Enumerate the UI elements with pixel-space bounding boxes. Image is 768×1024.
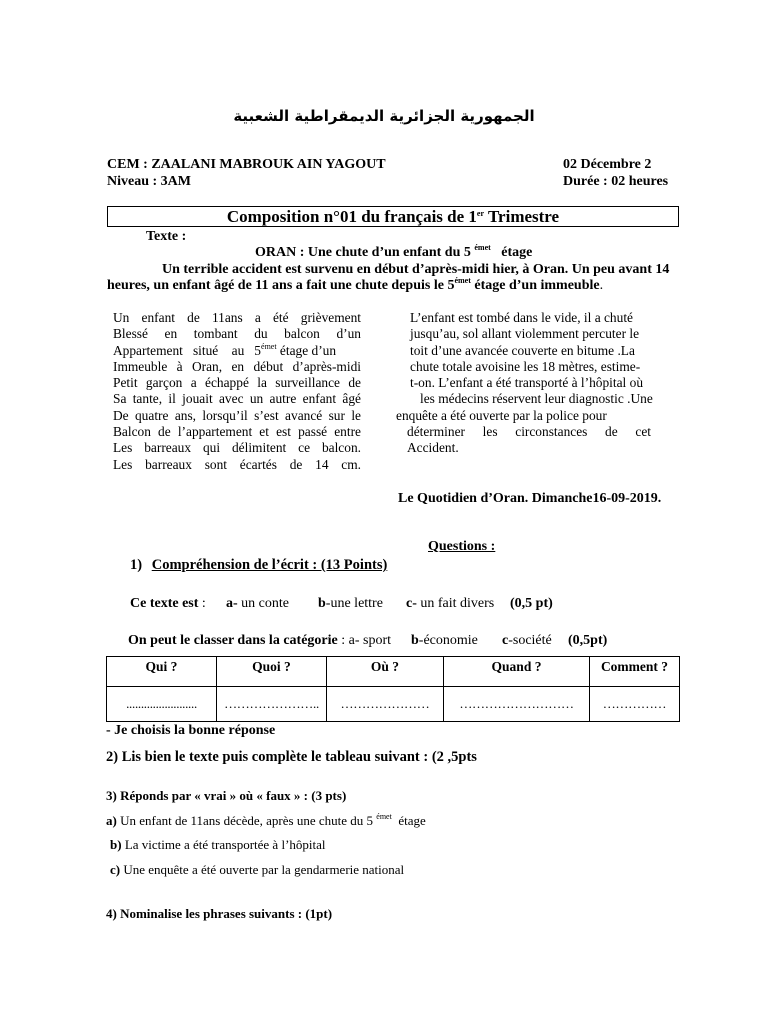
right-line: chute totale avoisine les 18 mètres, estime- (410, 358, 641, 374)
option-letter: b (318, 596, 326, 611)
left-line-3-sup: émet (261, 341, 277, 351)
statement-b (110, 837, 326, 853)
table-header: Quoi ? (217, 657, 327, 687)
section-1-number: 1) (130, 557, 143, 573)
table-header-row (107, 657, 680, 687)
left-line (113, 343, 361, 359)
left-line: Blessé en tombant du balcon d’un (113, 326, 361, 342)
option-letter: a- (226, 596, 238, 611)
right-line: enquête a été ouverte par la police pour (396, 407, 607, 423)
statement-a (106, 813, 426, 829)
option-a-sport[interactable]: : a- sport (337, 633, 391, 648)
level: Niveau : 3AM (107, 174, 191, 189)
table-header: Où ? (327, 657, 444, 687)
left-line-3-suffix: étage d’un (276, 342, 337, 358)
table-header: Qui ? (107, 657, 217, 687)
text-left-column (113, 310, 361, 473)
answer-cell-quoi[interactable]: ………………….. (217, 687, 327, 722)
option-text: -économie (418, 633, 478, 648)
answer-cell-qui[interactable]: ........................ (107, 687, 217, 722)
choose-answer: - Je choisis la bonne réponse (106, 723, 276, 738)
qcat-points: (0,5pt) (568, 633, 608, 648)
option-b-lettre[interactable] (318, 596, 383, 612)
right-line: déterminer les circonstances de cet (407, 424, 651, 440)
section-2-heading: 2) Lis bien le texte puis complète le tableau suivant : (2 ,5pts (106, 749, 477, 765)
left-line: Les barreaux qui délimitent ce balcon. (113, 440, 361, 456)
right-line: les médecins réservent leur diagnostic .Une (420, 391, 653, 407)
question-text-type (130, 596, 206, 612)
answer-cell-ou[interactable]: ………………… (327, 687, 444, 722)
answer-table (106, 656, 680, 722)
statement-a-sup: émet (376, 812, 392, 821)
text-heading (255, 245, 532, 261)
title-prefix: Composition n°01 du français de 1 (226, 207, 477, 226)
right-line: Accident. (407, 440, 459, 456)
section-1-heading (130, 557, 387, 574)
intro-line-2-end: . (599, 278, 604, 293)
statement-c-text: Une enquête a été ouverte par la gendarmerie national (120, 862, 405, 877)
heading-sup: émet (474, 243, 491, 252)
intro-line-2 (107, 278, 603, 294)
heading-suffix: étage (490, 245, 533, 260)
answer-cell-comment[interactable]: …………… (590, 687, 680, 722)
statement-b-text: La victime a été transportée à l’hôpital (121, 837, 326, 852)
heading-prefix: ORAN : Une chute d’un enfant du 5 (255, 245, 475, 260)
qcat-label: On peut le classer dans la catégorie (128, 633, 338, 648)
option-letter: b (411, 633, 419, 648)
statement-c (110, 862, 404, 878)
section-3-heading: 3) Réponds par « vrai » où « faux » : (3 pts) (106, 788, 347, 803)
statement-letter: c) (110, 862, 121, 877)
table-header: Quand ? (444, 657, 590, 687)
left-line: Immeuble à Oran, en début d’après-midi (113, 358, 361, 374)
intro-line-2-prefix: heures, un enfant âgé de 11 ans a fait une chute depuis le 5 (107, 278, 455, 293)
text-source: Le Quotidien d’Oran. Dimanche16-09-2019. (398, 491, 662, 506)
option-letter: c- (406, 596, 417, 611)
republic-header: الجمهورية الجزائرية الديمقراطية الشعبية (233, 107, 535, 125)
option-text: -une lettre (325, 596, 383, 611)
left-line-3-text: Appartement situé au 5 (113, 342, 262, 358)
section-1-label: Compréhension de l’écrit : (13 Points) (151, 557, 388, 573)
option-text: un conte (237, 596, 289, 611)
option-c-fait-divers[interactable] (406, 596, 494, 612)
statement-letter: b) (110, 837, 122, 852)
exam-date: 02 Décembre 2 (563, 157, 652, 172)
option-c-societe[interactable] (502, 633, 552, 649)
statement-letter: a) (106, 813, 117, 828)
intro-line-1: Un terrible accident est survenu en début d’après-midi hier, à Oran. Un peu avant 14 (162, 262, 670, 277)
left-line: Balcon de l’appartement et est passé entre (113, 424, 361, 440)
qtt-label: Ce texte est (130, 596, 199, 611)
option-text: -société (508, 633, 552, 648)
right-line: jusqu’au, sol allant violemment percuter le (410, 326, 640, 342)
exam-duration: Durée : 02 heures (563, 174, 669, 189)
intro-line-2-suffix: étage d’un immeuble (470, 278, 600, 293)
statement-a-text: Un enfant de 11ans décède, après une chute du 5 (116, 813, 377, 828)
qtt-colon: : (198, 596, 206, 611)
right-line: t-on. L’enfant a été transporté à l’hôpital où (410, 375, 644, 391)
answer-cell-quand[interactable]: ……………………… (444, 687, 590, 722)
right-line: L’enfant est tombé dans le vide, il a chuté (410, 310, 633, 325)
left-line: Un enfant de 11ans a été grièvement (113, 310, 361, 325)
exam-title (107, 206, 679, 227)
questions-title: Questions : (428, 539, 496, 554)
qtt-points: (0,5 pt) (510, 596, 553, 611)
table-row (107, 687, 680, 722)
left-line: Sa tante, il jouait avec un autre enfant âgé (113, 391, 361, 407)
option-letter: c (502, 633, 509, 648)
option-b-economie[interactable] (411, 633, 478, 649)
left-line: Petit garçon a échappé la surveillance de (113, 375, 361, 391)
section-4-heading: 4) Nominalise les phrases suivants : (1pt) (106, 906, 333, 921)
option-text: un fait divers (416, 596, 495, 611)
school-name: CEM : ZAALANI MABROUK AIN YAGOUT (107, 157, 386, 172)
title-sup: er (476, 209, 485, 218)
table-header: Comment ? (590, 657, 680, 687)
statement-a-suffix: étage (391, 813, 426, 828)
text-label: Texte : (146, 229, 187, 244)
title-suffix: Trimestre (484, 207, 560, 226)
right-line: toit d’une avancée couverte en bitume .La (410, 342, 635, 358)
option-a-conte[interactable] (226, 596, 289, 612)
intro-sup: émet (454, 276, 471, 285)
question-category (128, 633, 391, 649)
left-line: Les barreaux sont écartés de 14 cm. (113, 456, 361, 472)
text-right-column (396, 310, 672, 457)
left-line: De quatre ans, lorsqu’il s’est avancé sur le (113, 407, 361, 423)
